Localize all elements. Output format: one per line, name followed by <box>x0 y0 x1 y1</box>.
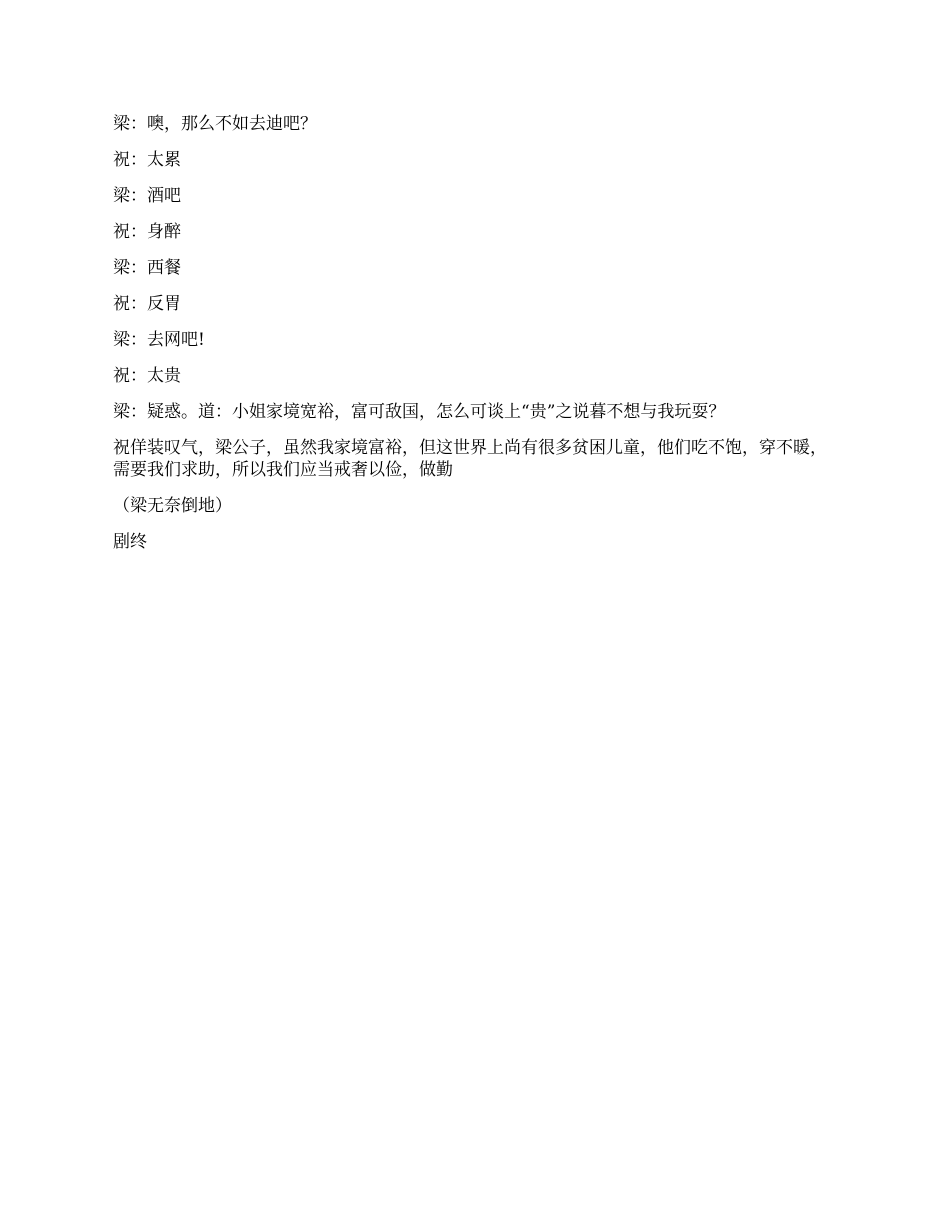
dialogue-line-8: 祝：太贵 <box>113 366 181 386</box>
dialogue-line-9: 梁：疑惑。道：小姐家境宽裕，富可敌国，怎么可谈上“贵”之说暮不想与我玩耍？ <box>113 402 726 422</box>
dialogue-line-7: 梁：去网吧! <box>113 330 205 350</box>
dialogue-line-1: 梁：噢，那么不如去迪吧？ <box>113 114 317 134</box>
dialogue-line-4: 祝：身醉 <box>113 222 181 242</box>
document-body <box>113 113 840 567</box>
dialogue-line-5: 梁：西餐 <box>113 258 181 278</box>
narration-paragraph: 祝佯装叹气，梁公子，虽然我家境富裕，但这世界上尚有很多贫困儿童，他们吃不饱，穿不暖，需要我们求助，所以我们应当戒奢以俭，做勤 <box>113 438 827 480</box>
dialogue-line-3: 梁：酒吧 <box>113 186 181 206</box>
dialogue-line-6: 祝：反胃 <box>113 294 181 314</box>
dialogue-line-2: 祝：太累 <box>113 150 181 170</box>
stage-direction: （梁无奈倒地） <box>113 496 232 516</box>
ending-line: 剧终 <box>113 532 147 552</box>
